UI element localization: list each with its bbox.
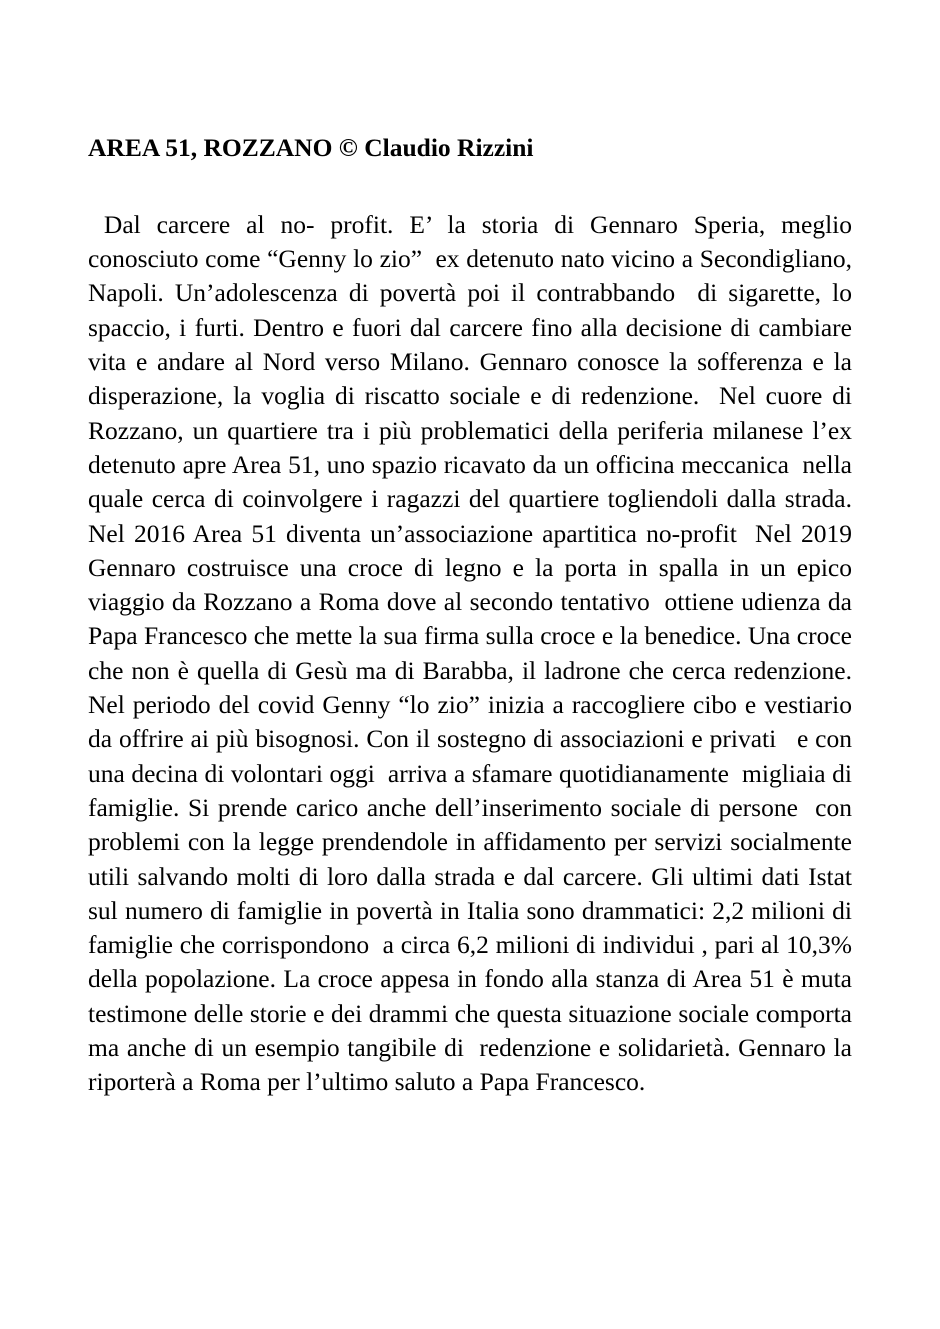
- document-body-paragraph: Dal carcere al no- profit. E’ la storia di Gennaro Speria, meglio conosciuto come “Genny lo zio” ex detenuto nato vicino a Secondigliano, Napoli. Un’adolescenza di povertà poi il contrabbando di sigarette, lo spaccio, i furti. Dentro e fuori dal carcere fino alla decisione di cambiare vita e andare al Nord verso Milano. Gennaro conosce la sofferenza e la disperazione, la voglia di riscatto sociale e di redenzione. Nel cuore di Rozzano, un quartiere tra i più problematici della periferia milanese l’ex detenuto apre Area 51, uno spazio ricavato da un officina meccanica nella quale cerca di coinvolgere i ragazzi del quartiere togliendoli dalla strada. Nel 2016 Area 51 diventa un’associazione apartitica no-profit Nel 2019 Gennaro costruisce una croce di legno e la porta in spalla in un epico viaggio da Rozzano a Roma dove al secondo tentativo ottiene udienza da Papa Francesco che mette la sua firma sulla croce e la benedice. Una croce che non è quella di Gesù ma di Barabba, il ladrone che cerca redenzione. Nel periodo del covid Genny “lo zio” inizia a raccogliere cibo e vestiario da offrire ai più bisognosi. Con il sostegno di associazioni e privati e con una decina di volontari oggi arriva a sfamare quotidianamente migliaia di famiglie. Si prende carico anche dell’inserimento sociale di persone con problemi con la legge prendendole in affidamento per servizi socialmente utili salvando molti di loro dalla strada e dal carcere. Gli ultimi dati Istat sul numero di famiglie in povertà in Italia sono drammatici: 2,2 milioni di famiglie che corrispondono a circa 6,2 milioni di individui , pari al 10,3% della popolazione. La croce appesa in fondo alla stanza di Area 51 è muta testimone delle storie e dei drammi che questa situazione sociale comporta ma anche di un esempio tangibile di redenzione e solidarietà. Gennaro la riporterà a Roma per l’ultimo saluto a Papa Francesco.: [88, 209, 865, 1097]
- document-title: AREA 51, ROZZANO © Claudio Rizzini: [88, 133, 534, 162]
- document-content: [88, 132, 865, 1100]
